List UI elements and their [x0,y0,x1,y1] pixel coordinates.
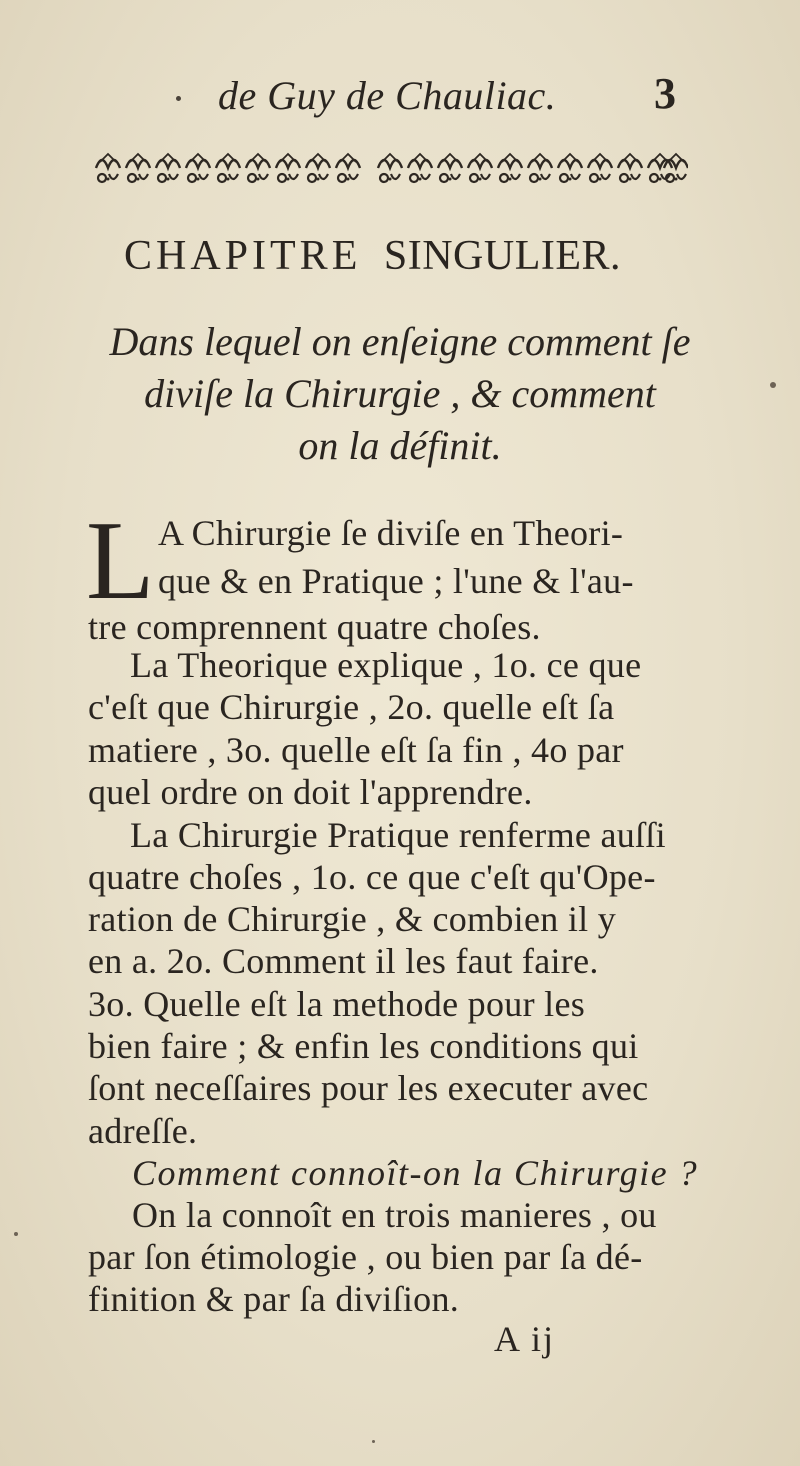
body-line: finition & par ſa diviſion. [88,1279,460,1319]
body-line: La Theorique explique , 1o. ce que [130,645,642,685]
body-line: matiere , 3o. quelle eſt ſa fin , 4o par [88,730,624,770]
body-line: que & en Pratique ; l'une & l'au- [158,561,634,601]
body-line: La Chirurgie Pratique renferme auſſi [130,815,666,855]
body-line: adreſſe. [88,1111,198,1151]
body-line: On la connoît en trois manieres , ou [132,1195,657,1235]
body-line: bien faire ; & enfin les conditions qui [88,1026,639,1066]
decorative-ornament-band [92,148,688,188]
body-line: quel ordre on doit l'apprendre. [88,772,533,812]
chapter-title-word-1: CHAPITRE [124,233,362,279]
running-title: de Guy de Chauliac. [218,73,557,118]
body-line: quatre choſes , 1o. ce que c'eſt qu'Ope- [88,857,656,897]
body-line: en a. 2o. Comment il les faut faire. [88,941,599,981]
body-line: tre comprennent quatre choſes. [88,607,541,647]
body-line: par ſon étimologie , ou bien par ſa dé- [88,1237,643,1277]
body-line: A Chirurgie ſe diviſe en Theori- [158,513,624,553]
page-number: 3 [654,69,676,118]
running-head [0,68,800,128]
body-line: ſont neceſſaires pour les executer avec [88,1068,649,1108]
chapter-title [124,232,621,280]
subtitle-line: diviſe la Chirurgie , & comment [144,371,656,416]
signature-mark: A ij [494,1319,556,1359]
body-line: 3o. Quelle eſt la methode pour les [88,984,586,1024]
chapter-title-word-2: SINGULIER. [383,233,622,279]
body-line-italic-question: Comment connoît-on la Chirurgie ? [132,1153,699,1193]
bullet-dot [176,96,181,101]
body-line: c'eſt que Chirurgie , 2o. quelle eſt ſa [88,687,615,727]
body-line: ration de Chirurgie , & combien il y [88,899,617,939]
drop-cap: L [86,499,155,623]
subtitle-line: on la définit. [298,423,502,468]
paper-speck [770,382,776,388]
paper-speck [372,1440,375,1443]
subtitle-line: Dans lequel on enſeigne comment ſe [109,319,691,364]
paper-speck [14,1232,18,1236]
